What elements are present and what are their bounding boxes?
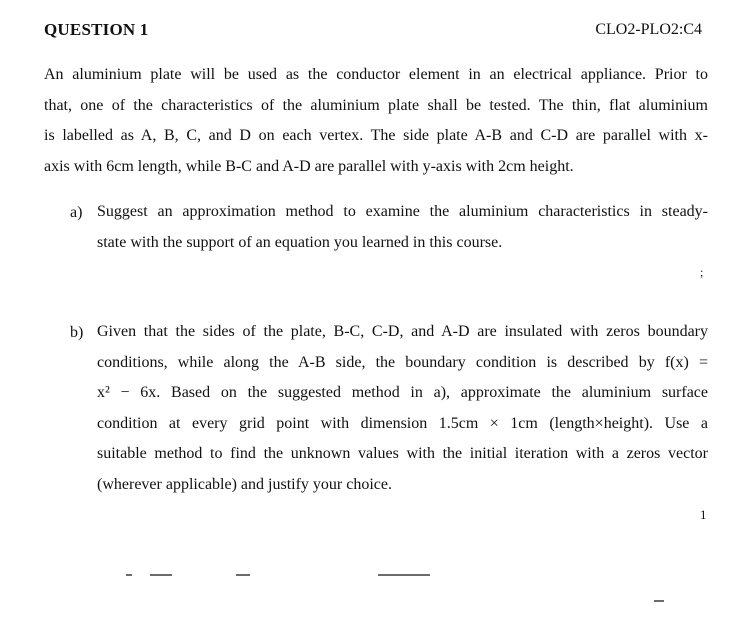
part-a-line: Suggest an approximation method to examine the aluminium characteristics in steady- (97, 203, 708, 220)
intro-line: is labelled as A, B, C, and D on each vertex. The side plate A-B and C-D are parallel with x- (44, 127, 708, 144)
part-b-line: x² − 6x. Based on the suggested method in a), approximate the aluminium surface (97, 384, 708, 401)
scan-artifact (126, 574, 132, 576)
part-b-text (97, 317, 708, 500)
clo-plo-code: CLO2-PLO2:C4 (595, 21, 702, 38)
part-a-label: a) (70, 204, 83, 221)
scan-mark: ; (700, 265, 704, 279)
question-header (44, 20, 702, 44)
scan-artifact (150, 574, 172, 576)
intro-line: An aluminium plate will be used as the conductor element in an electrical appliance. Prior to (44, 66, 708, 83)
intro-line: axis with 6cm length, while B-C and A-D are parallel with y-axis with 2cm height. (44, 157, 574, 175)
intro-line: that, one of the characteristics of the aluminium plate shall be tested. The thin, flat aluminium (44, 96, 708, 114)
scan-artifact (378, 574, 430, 576)
part-a-line: state with the support of an equation you learned in this course. (97, 233, 503, 251)
question-title: QUESTION 1 (44, 20, 149, 39)
part-b-line: (wherever applicable) and justify your choice. (97, 475, 392, 493)
part-b-line: conditions, while along the A-B side, the boundary condition is described by f(x) = (97, 353, 708, 371)
part-b-line: condition at every grid point with dimension 1.5cm × 1cm (length×height). Use a (97, 414, 708, 432)
scan-artifact (236, 574, 250, 576)
part-a-text (97, 197, 708, 258)
question-intro (44, 60, 708, 182)
scan-artifact (654, 600, 664, 602)
part-b-line: suitable method to find the unknown values with the initial iteration with a zeros vector (97, 445, 708, 462)
part-b-line: Given that the sides of the plate, B-C, C-D, and A-D are insulated with zeros boundary (97, 323, 708, 340)
part-b-label: b) (70, 324, 84, 341)
part-b-marks: 1 (700, 507, 707, 522)
